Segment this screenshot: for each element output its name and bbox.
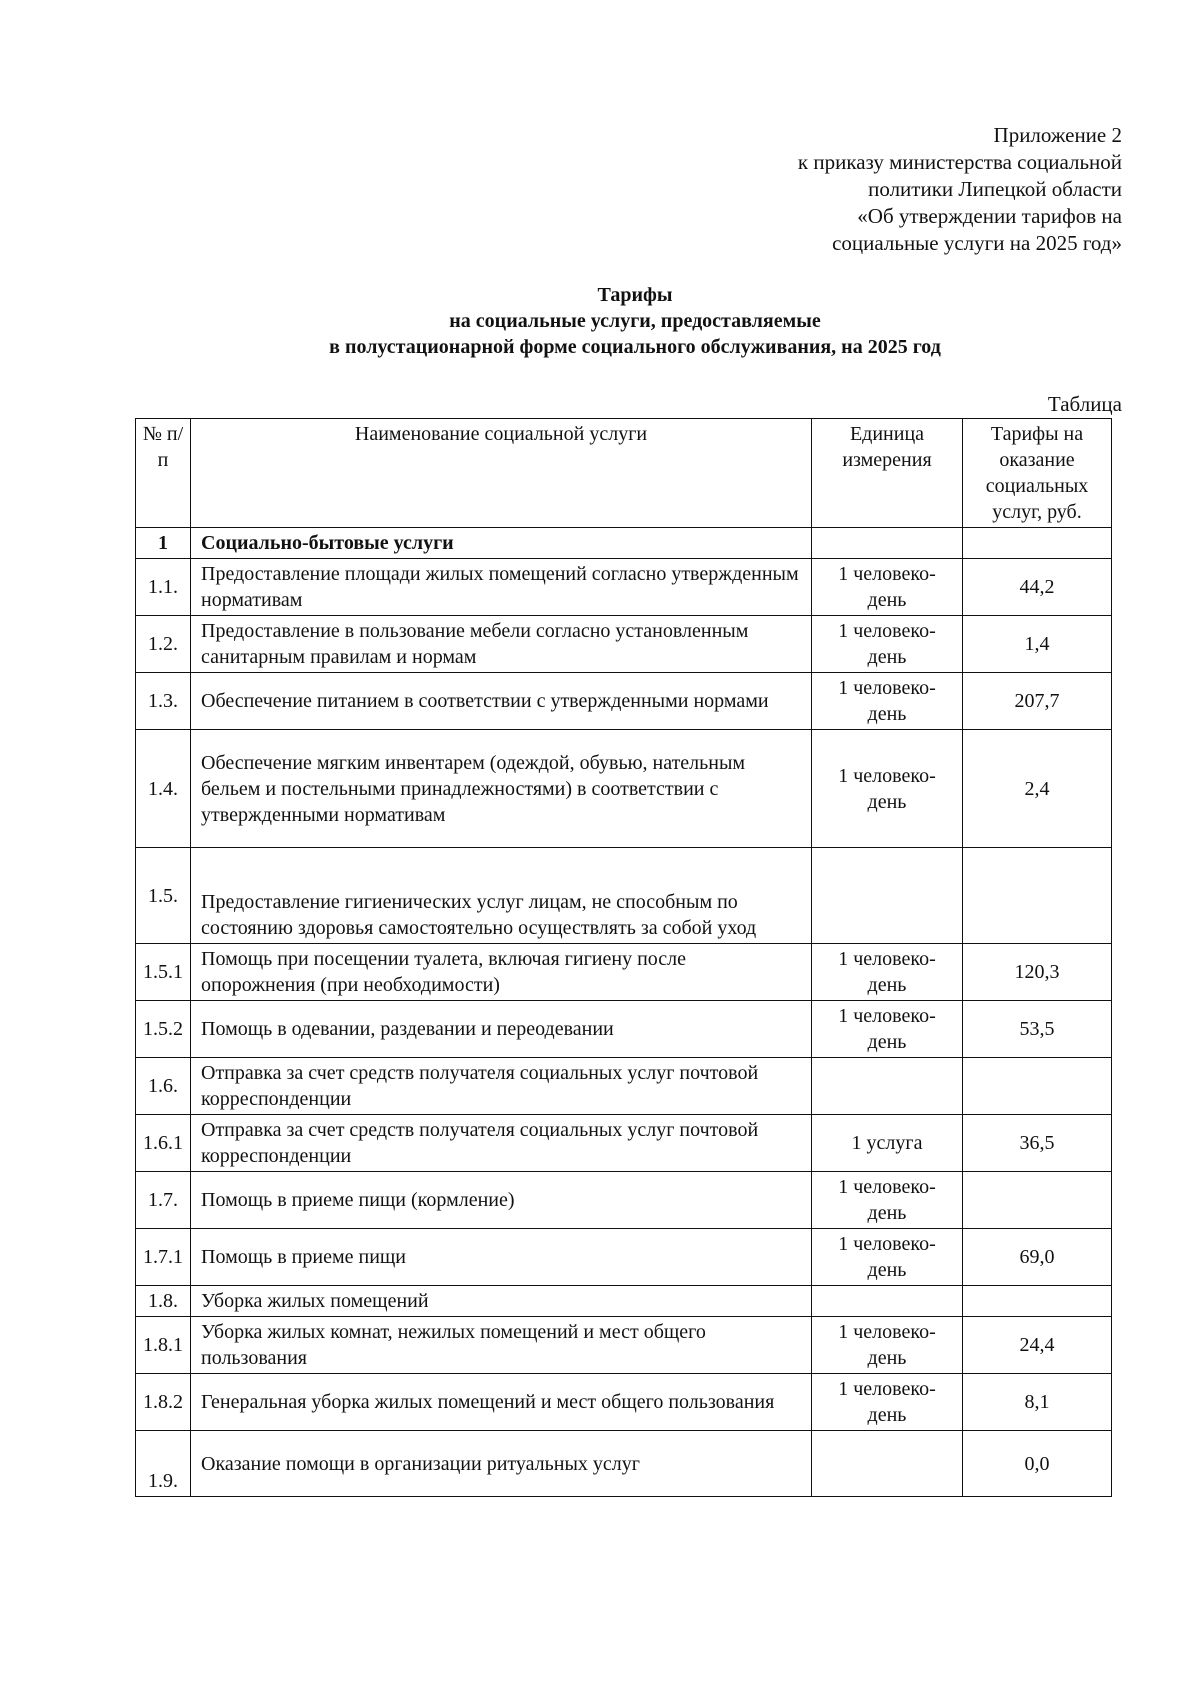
cell-num: 1.5.1 [136, 944, 191, 1001]
table-row [136, 616, 1112, 673]
table-row [136, 673, 1112, 730]
cell-tariff [963, 1058, 1112, 1115]
cell-num: 1.3. [136, 673, 191, 730]
table-row [136, 1374, 1112, 1431]
cell-num: 1.8. [136, 1286, 191, 1317]
cell-name: Обеспечение мягким инвентарем (одеждой, обувью, нательным бельем и постельными принадлежностями) в соответствии с утвержденными нормативам [191, 730, 812, 848]
cell-num: 1.5. [136, 848, 191, 944]
table-row [136, 1172, 1112, 1229]
table-row [136, 1058, 1112, 1115]
title-line-1: Тарифы [597, 284, 673, 306]
table-caption: Таблица [1047, 392, 1122, 416]
cell-tariff: 53,5 [963, 1001, 1112, 1058]
cell-unit [812, 1058, 963, 1115]
cell-unit [812, 1286, 963, 1317]
table-row [136, 1001, 1112, 1058]
table-row [136, 1115, 1112, 1172]
cell-num: 1.6.1 [136, 1115, 191, 1172]
cell-tariff: 36,5 [963, 1115, 1112, 1172]
cell-num: 1.8.1 [136, 1317, 191, 1374]
cell-tariff [963, 528, 1112, 559]
cell-unit [812, 1431, 963, 1497]
cell-num: 1.5.2 [136, 1001, 191, 1058]
cell-unit: 1 человеко-день [812, 730, 963, 848]
cell-num: 1.6. [136, 1058, 191, 1115]
cell-name: Предоставление площади жилых помещений согласно утвержденным нормативам [191, 559, 812, 616]
table-row [136, 1229, 1112, 1286]
cell-name: Социально-бытовые услуги [191, 528, 812, 559]
cell-unit: 1 человеко-день [812, 616, 963, 673]
cell-num: 1.9. [136, 1431, 191, 1497]
table-row [136, 559, 1112, 616]
cell-unit: 1 человеко-день [812, 1229, 963, 1286]
table-row [136, 730, 1112, 848]
cell-name: Предоставление гигиенических услуг лицам, не способным по состоянию здоровья самостоятельно осуществлять за собой уход [191, 848, 812, 944]
cell-tariff: 0,0 [963, 1431, 1112, 1497]
cell-num: 1.8.2 [136, 1374, 191, 1431]
cell-tariff: 24,4 [963, 1317, 1112, 1374]
cell-tariff: 207,7 [963, 673, 1112, 730]
cell-num: 1.7.1 [136, 1229, 191, 1286]
cell-num: 1 [136, 528, 191, 559]
cell-tariff [963, 848, 1112, 944]
cell-name: Обеспечение питанием в соответствии с утвержденными нормами [191, 673, 812, 730]
cell-name: Отправка за счет средств получателя социальных услуг почтовой корреспонденции [191, 1058, 812, 1115]
header-tariff: Тарифы на оказание социальных услуг, руб. [963, 419, 1112, 528]
header-name: Наименование социальной услуги [191, 419, 812, 528]
cell-name: Помощь в приеме пищи [191, 1229, 812, 1286]
cell-tariff [963, 1172, 1112, 1229]
cell-unit: 1 человеко-день [812, 559, 963, 616]
cell-unit: 1 человеко-день [812, 1001, 963, 1058]
cell-num: 1.1. [136, 559, 191, 616]
cell-unit: 1 человеко-день [812, 1317, 963, 1374]
cell-unit: 1 человеко-день [812, 1172, 963, 1229]
cell-unit: 1 человеко-день [812, 944, 963, 1001]
cell-unit [812, 848, 963, 944]
cell-tariff: 8,1 [963, 1374, 1112, 1431]
cell-name: Помощь в приеме пищи (кормление) [191, 1172, 812, 1229]
table-row [136, 1286, 1112, 1317]
cell-unit: 1 услуга [812, 1115, 963, 1172]
title-line-2: на социальные услуги, предоставляемые [449, 310, 821, 332]
table-row [136, 848, 1112, 944]
cell-unit: 1 человеко-день [812, 673, 963, 730]
title-line-3: в полустационарной форме социального обслуживания, на 2025 год [329, 336, 941, 358]
table-row [136, 1317, 1112, 1374]
cell-unit: 1 человеко-день [812, 1374, 963, 1431]
cell-tariff: 69,0 [963, 1229, 1112, 1286]
table-header-row [136, 419, 1112, 528]
cell-tariff [963, 1286, 1112, 1317]
cell-name: Оказание помощи в организации ритуальных услуг [191, 1431, 812, 1497]
cell-num: 1.7. [136, 1172, 191, 1229]
cell-name: Генеральная уборка жилых помещений и мест общего пользования [191, 1374, 812, 1431]
cell-tariff: 2,4 [963, 730, 1112, 848]
cell-name: Уборка жилых помещений [191, 1286, 812, 1317]
cell-tariff: 120,3 [963, 944, 1112, 1001]
cell-name: Уборка жилых комнат, нежилых помещений и мест общего пользования [191, 1317, 812, 1374]
appendix-line: Приложение 2 [993, 123, 1122, 147]
cell-name: Отправка за счет средств получателя социальных услуг почтовой корреспонденции [191, 1115, 812, 1172]
appendix-line: «Об утверждении тарифов на [857, 204, 1122, 228]
cell-tariff: 1,4 [963, 616, 1112, 673]
cell-unit [812, 528, 963, 559]
cell-name: Помощь в одевании, раздевании и переодевании [191, 1001, 812, 1058]
appendix-reference [798, 122, 1122, 257]
section-row [136, 528, 1112, 559]
header-num: № п/п [136, 419, 191, 528]
table-row [136, 944, 1112, 1001]
cell-tariff: 44,2 [963, 559, 1112, 616]
appendix-line: политики Липецкой области [868, 177, 1122, 201]
cell-name: Помощь при посещении туалета, включая гигиену после опорожнения (при необходимости) [191, 944, 812, 1001]
cell-name: Предоставление в пользование мебели согласно установленным санитарным правилам и нормам [191, 616, 812, 673]
appendix-line: к приказу министерства социальной [797, 150, 1122, 174]
cell-num: 1.4. [136, 730, 191, 848]
tariff-table [135, 418, 1112, 1497]
header-unit: Единица измерения [812, 419, 963, 528]
table-row [136, 1431, 1112, 1497]
cell-num: 1.2. [136, 616, 191, 673]
document-title [0, 282, 1200, 360]
appendix-line: социальные услуги на 2025 год» [832, 231, 1122, 255]
